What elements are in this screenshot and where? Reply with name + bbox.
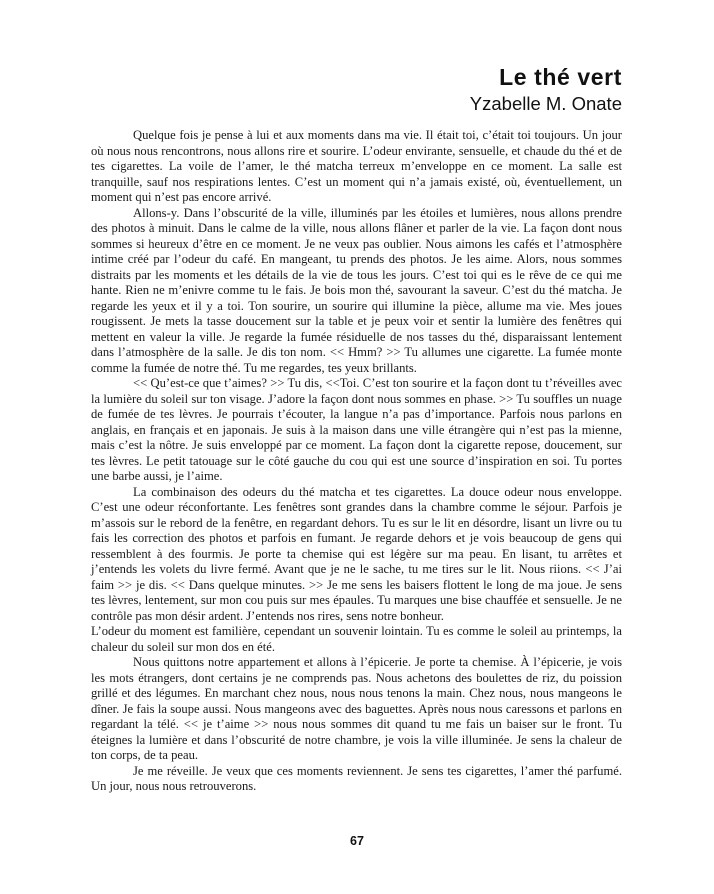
author-name: Yzabelle M. Onate: [469, 93, 622, 114]
paragraph: << Qu’est-ce que t’aimes? >> Tu dis, <<Toi. C’est ton sourire et la façon dont tu t’réveilles avec la lumière du soleil sur ton visage. J’adore la façon dont nous sommes en phase. >> Tu souffles un nuage de fumée de tes lèvres. Je pourrais t’écouter, la langue n’a pas d’importance. Parfois nous parlons en anglais, en français et en japonais. Je suis à la maison dans une ville étrangère qui n’est pas la mienne, mais c’est la nôtre. Je suis enveloppé par ce moment. La façon dont la cigarette repose, doucement, sur tes lèvres. Le petit tatouage sur le côté gauche du cou qui est une source d’inspiration en soi. Tu portes une barbe aussi, je l’aime.: [91, 376, 622, 483]
paragraph: Nous quittons notre appartement et allons à l’épicerie. Je porte ta chemise. À l’épicerie, je vois les mots étrangers, dont certains je ne comprends pas. Nous achetons des boulettes de riz, du poission grillé et des légumes. En marchant chez nous, nous nous tenons la main. Chez nous, nous mangeons le dîner. Je fais la soupe aussi. Nous mangeons avec des baguettes. Après nous nous caressons et parlons en regardant la télé. << je t’aime >> nous nous sommes dit quand tu me fais un baiser sur le front. Tu éteignes la lumière et dans l’obscurité de notre chambre, je vois la ville illuminée. Je sens la chaleur de ton corps, de ta peau.: [91, 655, 622, 762]
page-title: Le thé vert: [499, 64, 622, 90]
paragraph: Quelque fois je pense à lui et aux moments dans ma vie. Il était toi, c’était toi toujours. Un jour où nous nous rencontrons, nous allons rire et sourire. L’odeur envirante, sensuelle, et chaude du thé et de tes cigarettes. La voile de l’amer, le thé matcha terreux m’enveloppe en ce moment. La salle est tranquille, sauf nos respirations lentes. C’est un moment qui n’a jamais existé, où, éventuellement, un moment qui n’est pas encore arrivé.: [91, 128, 622, 204]
page: [91, 62, 622, 795]
paragraph: La combinaison des odeurs du thé matcha et tes cigarettes. La douce odeur nous enveloppe. C’est une odeur réconfortante. Les fenêtres sont grandes dans la chambre comme le séjour. Parfois je m’assois sur le rebord de la fenêtre, en regardant dehors. Tu es sur le lit en désordre, lisant un livre ou tu fais les correction des photos et parfois en fumant. Je regarde dehors et je vois beaucoup de gens qui ressemblent à des fourmis. Je porte ta chemise qui est légère sur ma peau. En lisant, tu arrêtes et j’entends les volets du livre fermé. Avant que je ne le sache, tu me tires sur le lit. Nous riions. << J’ai faim >> je dis. << Dans quelque minutes. >> Je me sens les baisers flottent le long de ma joue. Je sens tes lèvres, lentement, sur mon cou puis sur mes épaules. Tu marques une bise chauffée et sensuelle. Je ne contrôle pas mon désir ardent. J’entends nos rires, sens notre bonheur.: [91, 484, 622, 623]
paragraph: L’odeur du moment est familière, cependant un souvenir lointain. Tu es comme le soleil au printemps, la chaleur du soleil sur mon dos en été.: [91, 624, 622, 654]
paragraph: Je me réveille. Je veux que ces moments reviennent. Je sens tes cigarettes, l’amer thé parfumé. Un jour, nous nous retrouverons.: [91, 763, 622, 793]
paragraph: Allons-y. Dans l’obscurité de la ville, illuminés par les étoiles et lumières, nous allons prendre des photos à minuit. Dans le calme de la ville, nous allons flâner et parler de la vie. La façon dont nous sommes si heureux d’être en ce moment. Je ne veux pas oublier. Nous aimons les cafés et l’atmosphère intime créé par l’odeur du café. En mangeant, tu prends des photos. Je les aime. Alors, nous sommes distraits par les moments et les détails de la vie de tous les jours. C’est toi qui es le rêve de ce qui me hante. Rien ne m’enivre comme tu le fais. Je bois mon thé, savourant la saveur. C’est du thé matcha. Je regarde les yeux et il y a toi. Ton sourire, un sourire qui illumine la pièce, allume ma vie. Mes joues rougissent. Je mets la tasse doucement sur la table et je peux voir et sentir la lumière des fenêtres qui mettent en valeur la ville. Je regarde la fumée résiduelle de nos tasses du thé, disparaissant lentement dans l’atmosphère de la salle. Je dis ton nom. << Hmm? >> Tu allumes une cigarette. La fumée monte comme la fumée de notre thé. Tu me regardes, tes yeux brillants.: [91, 205, 622, 375]
story-body: [91, 128, 622, 795]
page-number: 67: [350, 834, 364, 848]
